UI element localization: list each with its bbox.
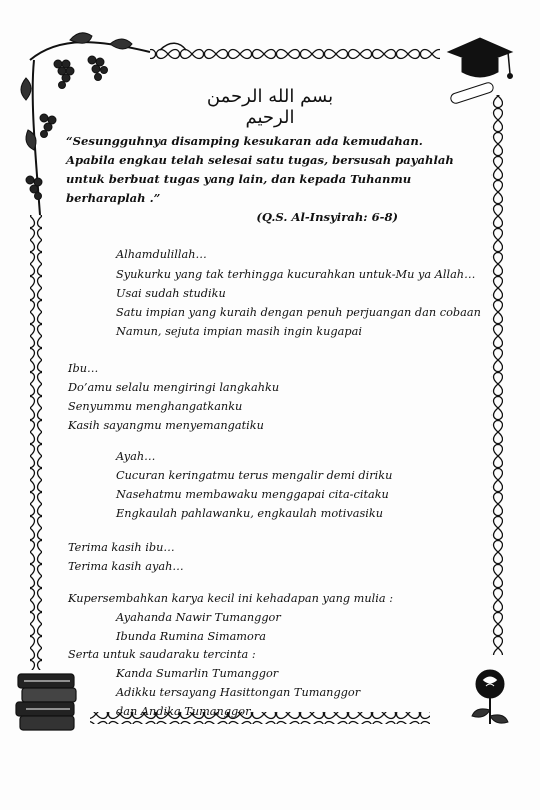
persembahan-intro: Kupersembahkan karya kecil ini kehadapan yang mulia : (68, 592, 394, 605)
poem-line: Do’amu selalu mengiringi langkahku (68, 381, 280, 394)
poem-line: Cucuran keringatmu terus mengalir demi diriku (116, 469, 393, 482)
quote-reference: (Q.S. Al-Insyirah: 6-8) (256, 210, 398, 224)
bismillah-calligraphy: بسم الله الرحمن الرحيم (206, 86, 334, 128)
poem-line: Namun, sejuta impian masih ingin kugapai (116, 325, 362, 338)
poem-line: Kasih sayangmu menyemangatiku (68, 419, 264, 432)
parent-name: Ayahanda Nawir Tumanggor (116, 611, 281, 624)
parent-name: Ibunda Rumina Simamora (116, 630, 266, 643)
quote-line: untuk berbuat tugas yang lain, dan kepada Tuhanmu berharaplah .” (66, 172, 412, 205)
ibu-heading: Ibu… (68, 362, 99, 375)
poem-line: Usai sudah studiku (116, 287, 226, 300)
poem-line: Satu impian yang kuraih dengan penuh perjuangan dan cobaan (116, 306, 481, 319)
quote-line: Apabila engkau telah selesai satu tugas, bersusah payahlah (66, 153, 454, 167)
ayah-heading: Ayah… (116, 450, 156, 463)
poem-line: Nasehatmu membawaku menggapai cita-citaku (116, 488, 389, 501)
sibling-name: Kanda Sumarlin Tumanggor (116, 667, 279, 680)
poem-line: Terima kasih ayah… (68, 560, 184, 573)
poem-line: Syukurku yang tak terhingga kucurahkan untuk-Mu ya Allah… (116, 268, 476, 281)
siblings-intro: Serta untuk saudaraku tercinta : (68, 648, 256, 661)
alhamdulillah-line: Alhamdulillah… (116, 248, 207, 261)
quote-line: “Sesungguhnya disamping kesukaran ada kemudahan. (66, 134, 423, 148)
poem-line: Engkaulah pahlawanku, engkaulah motivasiku (116, 507, 383, 520)
sibling-name: Adikku tersayang Hasittongan Tumanggor (116, 686, 361, 699)
poem-line: Senyummu menghangatkanku (68, 400, 243, 413)
sibling-name: dan Andika Tumanggor (116, 705, 251, 718)
poem-line: Terima kasih ibu… (68, 541, 175, 554)
